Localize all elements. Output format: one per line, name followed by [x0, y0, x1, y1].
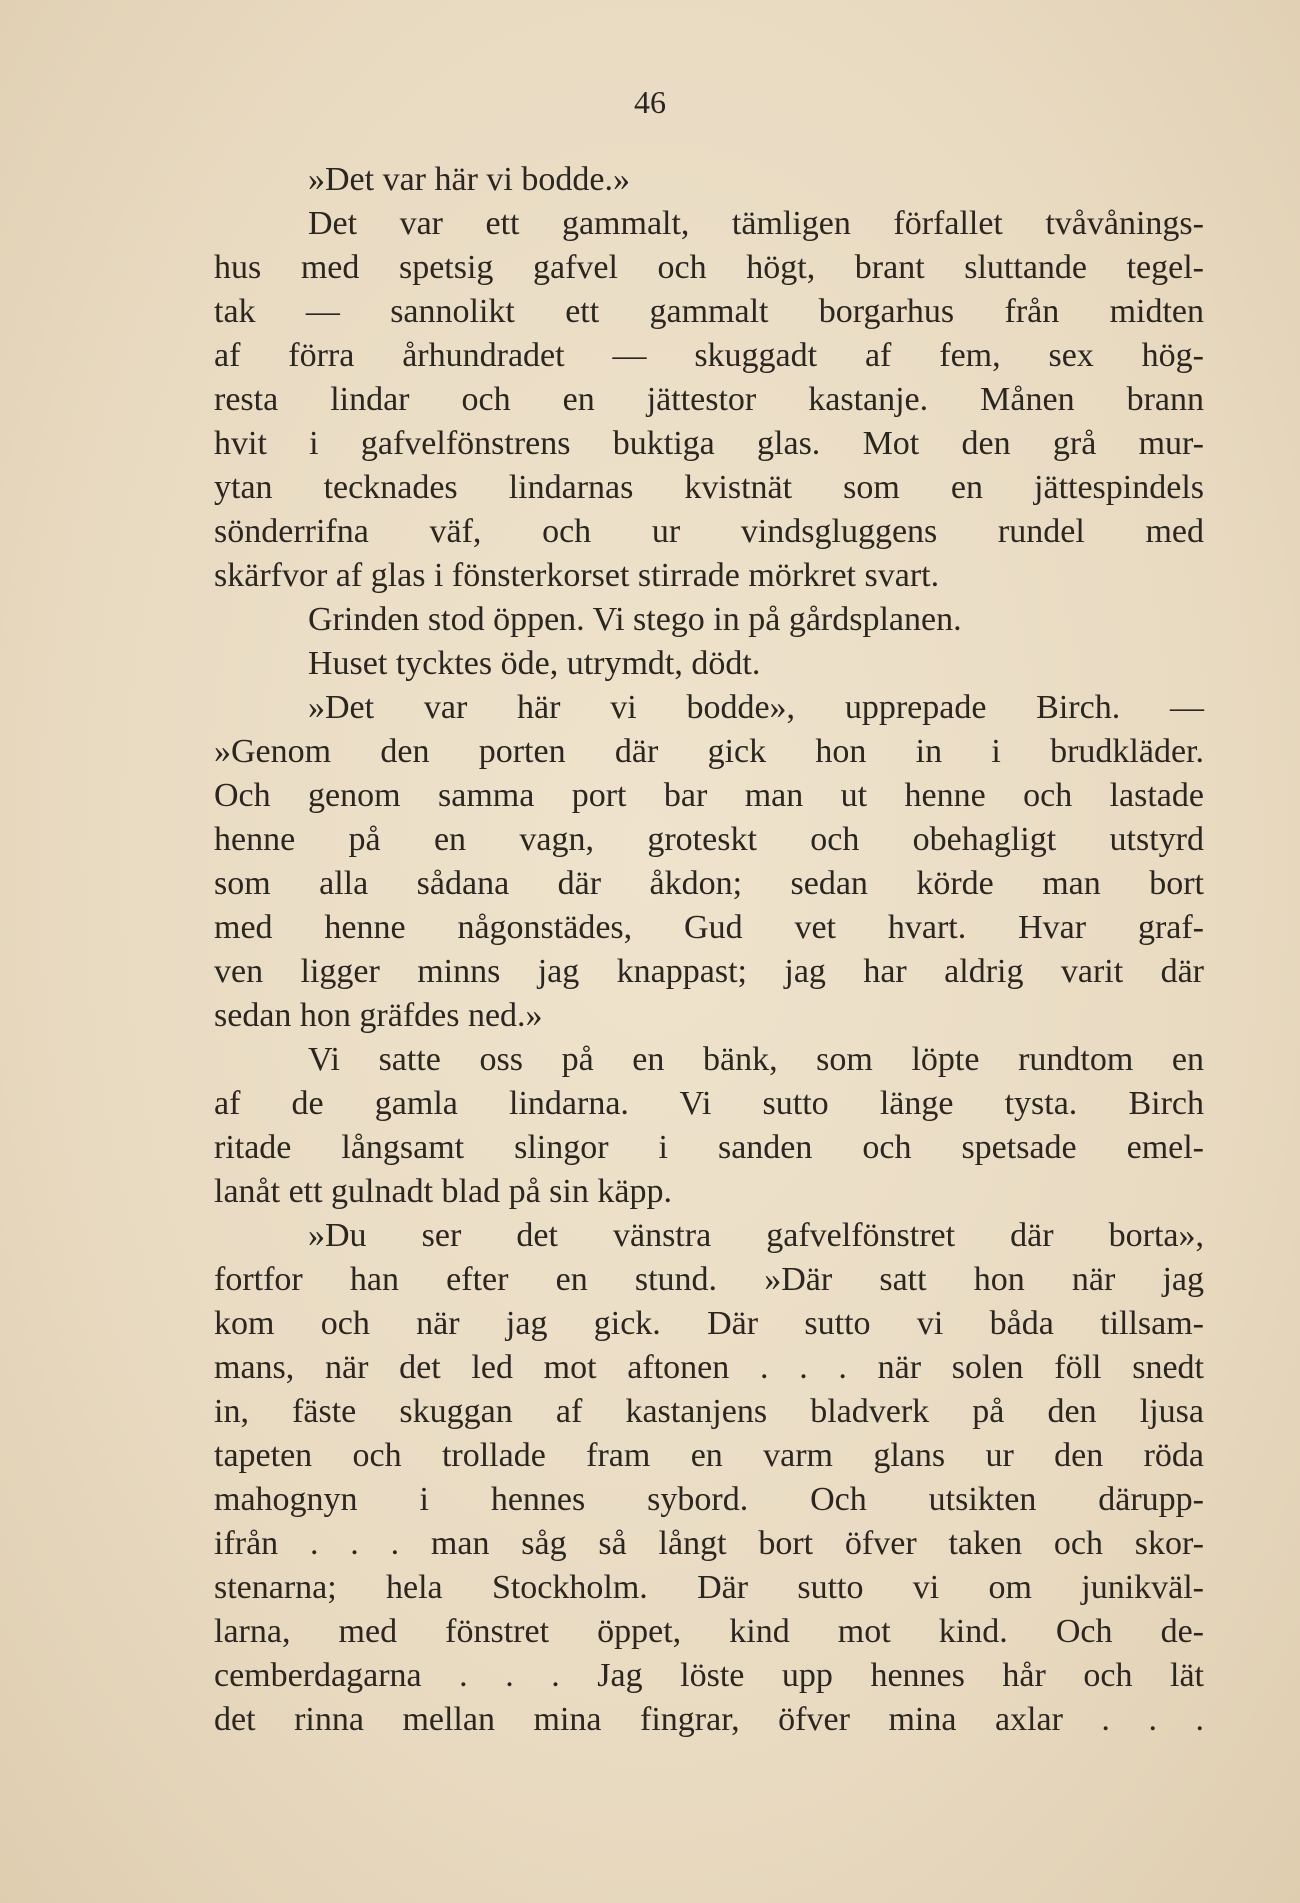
text-line: »Det var här vi bodde.»	[308, 161, 630, 198]
text-line: kom och när jag gick. Där sutto vi båda tillsam-	[214, 1305, 1204, 1342]
text-line: mahognyn i hennes sybord. Och utsikten därupp-	[214, 1481, 1204, 1518]
text-line: resta lindar och en jättestor kastanje. Månen brann	[214, 381, 1204, 418]
text-line: sedan hon gräfdes ned.»	[214, 997, 543, 1034]
text-line: med henne någonstädes, Gud vet hvart. Hvar graf-	[214, 909, 1204, 946]
text-line: »Genom den porten där gick hon in i brudkläder.	[214, 733, 1204, 770]
text-line: fortfor han efter en stund. »Där satt hon när jag	[214, 1261, 1204, 1298]
text-line: tapeten och trollade fram en varm glans ur den röda	[214, 1437, 1204, 1474]
text-line: larna, med fönstret öppet, kind mot kind. Och de-	[214, 1613, 1204, 1650]
text-line: Det var ett gammalt, tämligen förfallet tvåvånings-	[308, 205, 1204, 242]
text-line: »Du ser det vänstra gafvelfönstret där borta»,	[308, 1217, 1204, 1254]
text-line: ven ligger minns jag knappast; jag har aldrig varit där	[214, 953, 1204, 990]
text-line: ritade långsamt slingor i sanden och spetsade emel-	[214, 1129, 1204, 1166]
text-line: skärfvor af glas i fönsterkorset stirrade mörkret svart.	[214, 557, 940, 594]
page-number: 46	[634, 84, 666, 120]
text-line: Grinden stod öppen. Vi stego in på gårdsplanen.	[308, 601, 962, 638]
text-line: som alla sådana där åkdon; sedan körde man bort	[214, 865, 1204, 902]
text-line: ytan tecknades lindarnas kvistnät som en jättespindels	[214, 469, 1204, 506]
text-line: in, fäste skuggan af kastanjens bladverk på den ljusa	[214, 1393, 1204, 1430]
text-line: hvit i gafvelfönstrens buktiga glas. Mot den grå mur-	[214, 425, 1204, 462]
body-text	[214, 158, 1204, 1742]
text-line: »Det var här vi bodde», upprepade Birch. —	[308, 689, 1204, 726]
text-line: hus med spetsig gafvel och högt, brant sluttande tegel-	[214, 249, 1204, 286]
text-line: henne på en vagn, groteskt och obehagligt utstyrd	[214, 821, 1204, 858]
text-line: stenarna; hela Stockholm. Där sutto vi om junikväl-	[214, 1569, 1204, 1606]
text-line: ifrån . . . man såg så långt bort öfver taken och skor-	[214, 1525, 1204, 1562]
text-line: Och genom samma port bar man ut henne och lastade	[214, 777, 1204, 814]
text-line: det rinna mellan mina fingrar, öfver mina axlar . . .	[214, 1701, 1204, 1738]
text-line: Vi satte oss på en bänk, som löpte rundtom en	[308, 1041, 1204, 1078]
text-line: Huset tycktes öde, utrymdt, dödt.	[308, 645, 761, 682]
text-line: lanåt ett gulnadt blad på sin käpp.	[214, 1173, 672, 1210]
text-line: tak — sannolikt ett gammalt borgarhus från midten	[214, 293, 1204, 330]
text-line: af de gamla lindarna. Vi sutto länge tysta. Birch	[214, 1085, 1204, 1122]
text-line: cemberdagarna . . . Jag löste upp hennes hår och lät	[214, 1657, 1204, 1694]
text-line: sönderrifna väf, och ur vindsgluggens rundel med	[214, 513, 1204, 550]
text-line: af förra århundradet — skuggadt af fem, sex hög-	[214, 337, 1204, 374]
text-line: mans, när det led mot aftonen . . . när solen föll snedt	[214, 1349, 1204, 1386]
